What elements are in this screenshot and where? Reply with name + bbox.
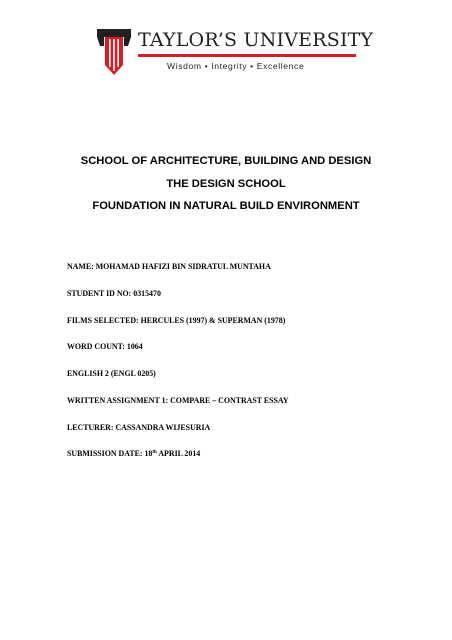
assignment-title: WRITTEN ASSIGNMENT 1: COMPARE – CONTRAST ESSAY [67, 396, 289, 405]
student-name: NAME: MOHAMAD HAFIZI BIN SIDRATUL MUNTAHA [67, 262, 271, 271]
films-selected: FILMS SELECTED: HERCULES (1997) & SUPERMAN (1978) [67, 316, 286, 325]
department-heading: THE DESIGN SCHOOL [166, 178, 286, 190]
lecturer-name: LECTURER: CASSANDRA WIJESURIA [67, 423, 211, 432]
student-id: STUDENT ID NO: 0315470 [67, 289, 161, 298]
submission-date [67, 449, 200, 459]
university-logo [97, 29, 374, 75]
university-crest-icon [97, 29, 131, 75]
school-heading: SCHOOL OF ARCHITECTURE, BUILDING AND DESIGN [80, 155, 372, 167]
programme-heading: FOUNDATION IN NATURAL BUILD ENVIRONMENT [92, 200, 360, 212]
university-name: TAYLOR’S UNIVERSITY [138, 29, 374, 51]
course-code: ENGLISH 2 (ENGL 0205) [67, 369, 156, 378]
university-tagline: Wisdom • Integrity • Excellence [167, 61, 305, 71]
word-count: WORD COUNT: 1064 [67, 342, 143, 351]
submission-date-ordinal: th [152, 450, 157, 455]
submission-date-prefix: SUBMISSION DATE: 18 [67, 449, 153, 458]
logo-divider [138, 54, 356, 57]
submission-date-rest: APRIL 2014 [156, 449, 201, 458]
